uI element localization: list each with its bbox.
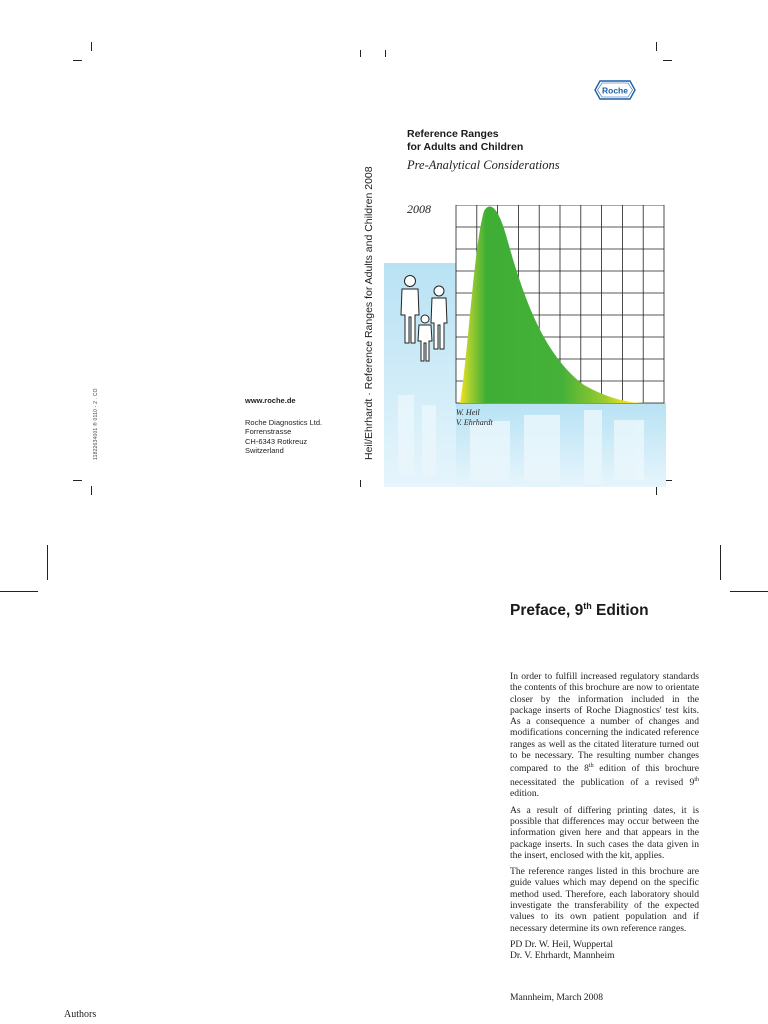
back-cover-info: [245, 396, 322, 456]
cover-illustration: [384, 205, 666, 487]
preface-sup: th: [694, 776, 699, 783]
cover-author: V. Ehrhardt: [456, 418, 493, 427]
crop-mark: [73, 60, 82, 61]
cover-subtitle: Pre-Analytical Considerations: [407, 158, 560, 172]
preface-text: In order to fulfill increased regulatory standards the contents of this brochure are now to orientate closer by the information included in the package inserts of Roche Diagnostics' test kits. As a consequence a number of changes and modifications concerning the indicated reference ranges as well as the citated literature turned out to be necessary. The resulting number changes compared to the 8: [510, 671, 699, 775]
preface-text: edition of this brochure necessitated the publication of a revised 9: [510, 763, 700, 789]
spine-code: [93, 380, 107, 460]
crop-mark: [91, 486, 92, 495]
address-line: Forrenstrasse: [245, 427, 292, 436]
crop-mark: [0, 591, 38, 592]
preface-date: Mannheim, March 2008: [510, 992, 603, 1003]
preface-sup: th: [588, 763, 594, 770]
preface-body: [510, 671, 699, 962]
roche-logo: [594, 80, 636, 100]
preface-signature: Dr. V. Ehrhardt, Mannheim: [510, 950, 615, 962]
roche-logo-text: Roche: [602, 85, 628, 96]
preface-paragraph: The reference ranges listed in this brochure are guide values which may depend on the specific method used. Therefore, each laboratory should investigate the transferability of the expected values to its own patient population and if necessary determine its own reference ranges.: [510, 866, 699, 934]
cover-title-line2: for Adults and Children: [407, 140, 524, 153]
website-url: www.roche.de: [245, 396, 296, 405]
crop-mark: [656, 486, 657, 495]
cover-author: W. Heil: [456, 408, 480, 417]
crop-mark: [663, 60, 672, 61]
preface-text: edition.: [510, 788, 540, 800]
cover-year: 2008: [407, 202, 431, 216]
crop-mark: [360, 50, 361, 57]
crop-mark: [730, 591, 768, 592]
crop-mark: [91, 42, 92, 51]
preface-title: [510, 602, 649, 620]
crop-mark: [720, 545, 721, 580]
preface-paragraph: As a result of differing printing dates, it is possible that differences may occur between the information given here and that appears in the package inserts. In such cases the data given in the insert, enclosed with the kit, applies.: [510, 804, 699, 861]
preface-signature: PD Dr. W. Heil, Wuppertal: [510, 938, 614, 950]
preface-title-sup: th: [583, 600, 592, 611]
address-line: Roche Diagnostics Ltd.: [245, 417, 323, 427]
footer-label: Authors: [64, 1009, 97, 1020]
crop-mark: [73, 480, 82, 481]
cover-authors: [456, 408, 493, 428]
spine-code-text: 11822634001 ® 0110 - 2 . CO: [93, 388, 99, 460]
crop-mark: [360, 480, 361, 487]
preface-paragraph: [510, 671, 699, 800]
cover-title: [407, 128, 523, 153]
address-line: Switzerland: [245, 446, 284, 455]
crop-mark: [385, 50, 386, 57]
preface-title-tail: Edition: [591, 602, 649, 619]
cover-title-line1: Reference Ranges: [407, 128, 499, 140]
spine-title: Heil/Ehrhardt · Reference Ranges for Adults and Children 2008: [363, 166, 375, 460]
crop-mark: [656, 42, 657, 51]
crop-mark: [47, 545, 48, 580]
preface-title-main: Preface, 9: [510, 602, 584, 619]
spine: [362, 150, 378, 460]
address-line: CH-6343 Rotkreuz: [245, 436, 308, 446]
